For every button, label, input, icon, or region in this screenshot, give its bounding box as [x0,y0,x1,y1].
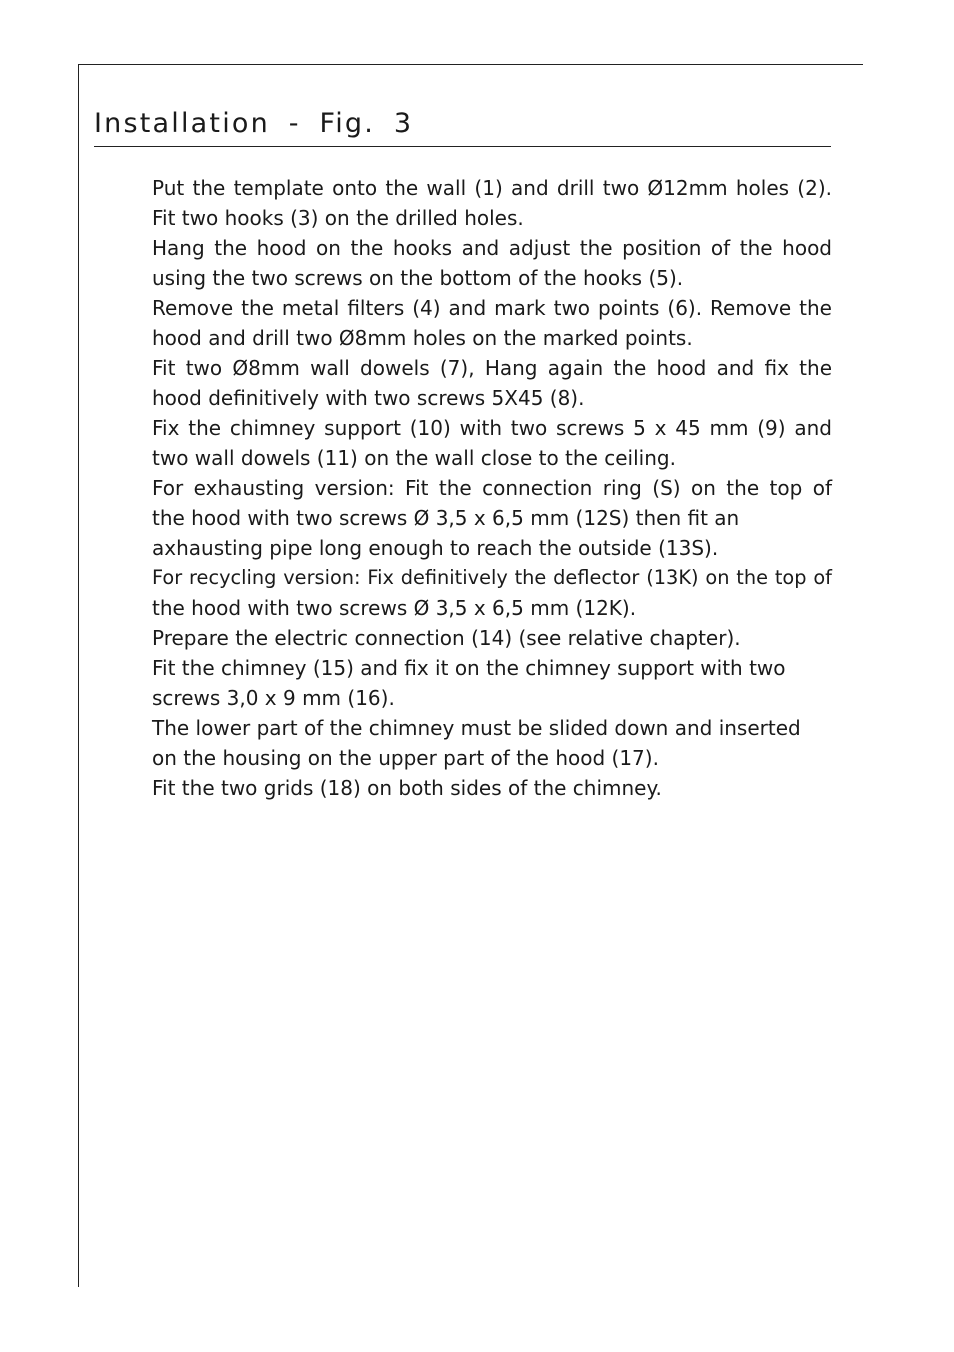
text-line: Fix the chimney support (10) with two screws 5 x 45 mm (9) and [152,416,832,440]
text-line: For recycling version: Fix definitively the deflector (13K) on the top of [152,566,832,589]
page-frame-top-rule [78,64,863,65]
text-line: the hood with two screws Ø 3,5 x 6,5 mm (12K). [152,596,637,620]
page-frame-left-rule [78,64,79,1287]
text-line: using the two screws on the bottom of the hooks (5). [152,266,684,290]
text-line: Put the template onto the wall (1) and drill two Ø12mm holes (2). [152,176,832,200]
text-line: Fit the chimney (15) and fix it on the chimney support with two [152,656,786,680]
text-line: Fit two hooks (3) on the drilled holes. [152,206,524,230]
text-line: hood and drill two Ø8mm holes on the marked points. [152,326,693,350]
title-underline [94,146,831,147]
text-line: Fit the two grids (18) on both sides of the chimney. [152,776,662,800]
text-line: axhausting pipe long enough to reach the outside (13S). [152,536,719,560]
page-title: Installation - Fig. 3 [94,108,414,139]
text-line: on the housing on the upper part of the hood (17). [152,746,659,770]
instructions-text [152,173,832,803]
text-line: Prepare the electric connection (14) (see relative chapter). [152,626,741,650]
text-line: the hood with two screws Ø 3,5 x 6,5 mm (12S) then fit an [152,506,740,530]
text-line: Remove the metal filters (4) and mark two points (6). Remove the [152,296,832,320]
text-line: Fit two Ø8mm wall dowels (7), Hang again the hood and fix the [152,356,832,380]
text-line: screws 3,0 x 9 mm (16). [152,686,395,710]
text-line: two wall dowels (11) on the wall close to the ceiling. [152,446,676,470]
text-line: For exhausting version: Fit the connection ring (S) on the top of [152,476,832,500]
text-line: The lower part of the chimney must be slided down and inserted [152,716,801,740]
text-line: hood definitively with two screws 5X45 (8). [152,386,585,410]
text-line: Hang the hood on the hooks and adjust the position of the hood [152,236,832,260]
